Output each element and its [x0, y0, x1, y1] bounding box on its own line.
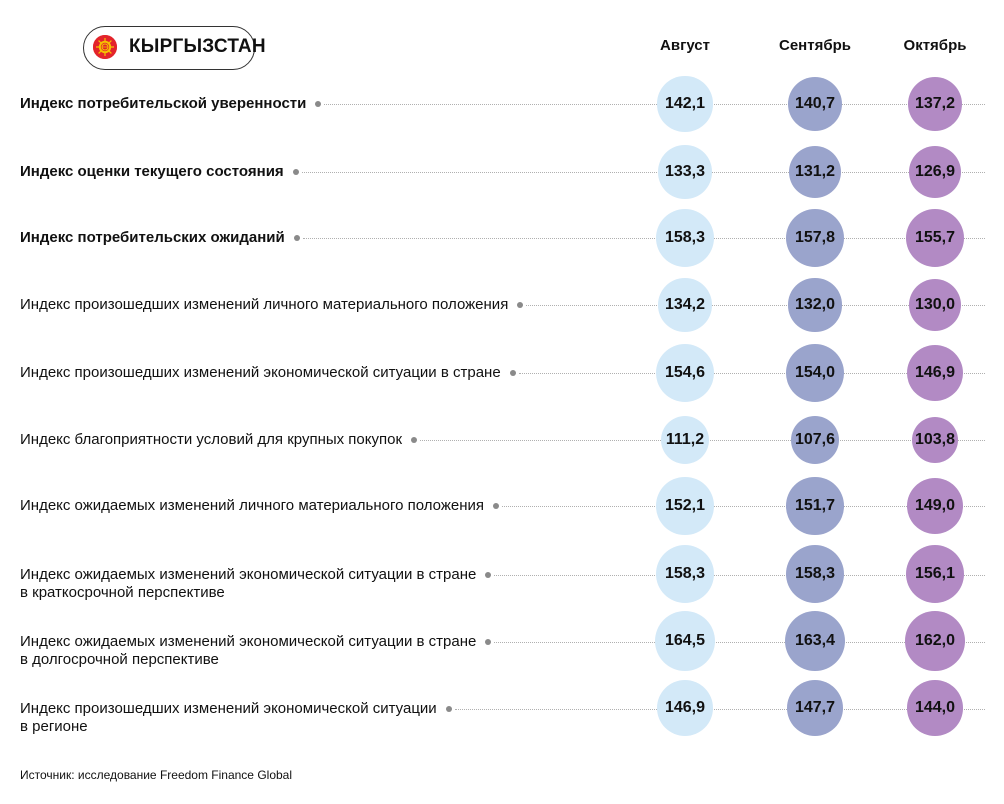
value-bubble: 155,7 — [906, 209, 964, 267]
leader-line — [324, 104, 985, 105]
leader-line — [302, 172, 985, 173]
value-bubble: 158,3 — [656, 209, 715, 268]
value-bubble: 149,0 — [907, 478, 964, 535]
month-header: Август — [660, 37, 710, 54]
value-bubble: 137,2 — [908, 77, 962, 131]
row-label: Индекс произошедших изменений экономической ситуации — [20, 700, 437, 717]
leader-line — [303, 238, 985, 239]
leader-dot — [293, 169, 299, 175]
value-bubble: 140,7 — [788, 77, 843, 132]
value-bubble: 131,2 — [789, 146, 842, 199]
value-bubble: 164,5 — [655, 611, 715, 671]
row-label: Индекс оценки текущего состояния — [20, 163, 284, 180]
row-label: в долгосрочной перспективе — [20, 651, 219, 668]
value-bubble: 154,0 — [786, 344, 844, 402]
leader-dot — [485, 572, 491, 578]
value-bubble: 152,1 — [656, 477, 713, 534]
value-bubble: 133,3 — [658, 145, 711, 198]
row-label: Индекс ожидаемых изменений личного материального положения — [20, 497, 484, 514]
leader-dot — [493, 503, 499, 509]
value-bubble: 142,1 — [657, 76, 712, 131]
country-badge — [83, 26, 266, 70]
value-bubble: 103,8 — [912, 417, 959, 464]
leader-dot — [485, 639, 491, 645]
value-bubble: 154,6 — [656, 344, 714, 402]
value-bubble: 158,3 — [786, 545, 845, 604]
row-label: в краткосрочной перспективе — [20, 584, 225, 601]
kyrgyzstan-flag-icon — [93, 35, 117, 59]
value-bubble: 126,9 — [909, 146, 961, 198]
row-label: Индекс ожидаемых изменений экономической ситуации в стране — [20, 566, 477, 583]
value-bubble: 151,7 — [786, 477, 843, 534]
value-bubble: 132,0 — [788, 278, 841, 331]
value-bubble: 156,1 — [906, 545, 964, 603]
value-bubble: 146,9 — [907, 345, 963, 401]
row-label: Индекс ожидаемых изменений экономической ситуации в стране — [20, 633, 477, 650]
value-bubble: 158,3 — [656, 545, 715, 604]
value-bubble: 146,9 — [657, 680, 713, 736]
value-bubble: 134,2 — [658, 278, 712, 332]
leader-dot — [510, 370, 516, 376]
value-bubble: 111,2 — [661, 416, 709, 464]
value-bubble: 107,6 — [791, 416, 839, 464]
leader-dot — [446, 706, 452, 712]
value-bubble: 157,8 — [786, 209, 845, 268]
month-header: Октябрь — [903, 37, 967, 54]
leader-dot — [411, 437, 417, 443]
leader-dot — [294, 235, 300, 241]
leader-dot — [315, 101, 321, 107]
row-label: Индекс произошедших изменений личного материального положения — [20, 296, 509, 313]
row-label: Индекс произошедших изменений экономической ситуации в стране — [20, 364, 501, 381]
month-header: Сентябрь — [779, 37, 851, 54]
row-label: Индекс благоприятности условий для крупных покупок — [20, 431, 403, 448]
leader-dot — [517, 302, 523, 308]
row-label: в регионе — [20, 718, 88, 735]
value-bubble: 163,4 — [785, 611, 845, 671]
value-bubble: 147,7 — [787, 680, 843, 736]
leader-line — [455, 709, 985, 710]
value-bubble: 144,0 — [907, 680, 963, 736]
row-label: Индекс потребительской уверенности — [20, 95, 307, 112]
value-bubble: 162,0 — [905, 611, 965, 671]
row-label: Индекс потребительских ожиданий — [20, 229, 285, 246]
source-note: Источник: исследование Freedom Finance Global — [20, 768, 293, 782]
country-name: КЫРГЫЗСТАН — [129, 36, 266, 57]
value-bubble: 130,0 — [909, 279, 962, 332]
